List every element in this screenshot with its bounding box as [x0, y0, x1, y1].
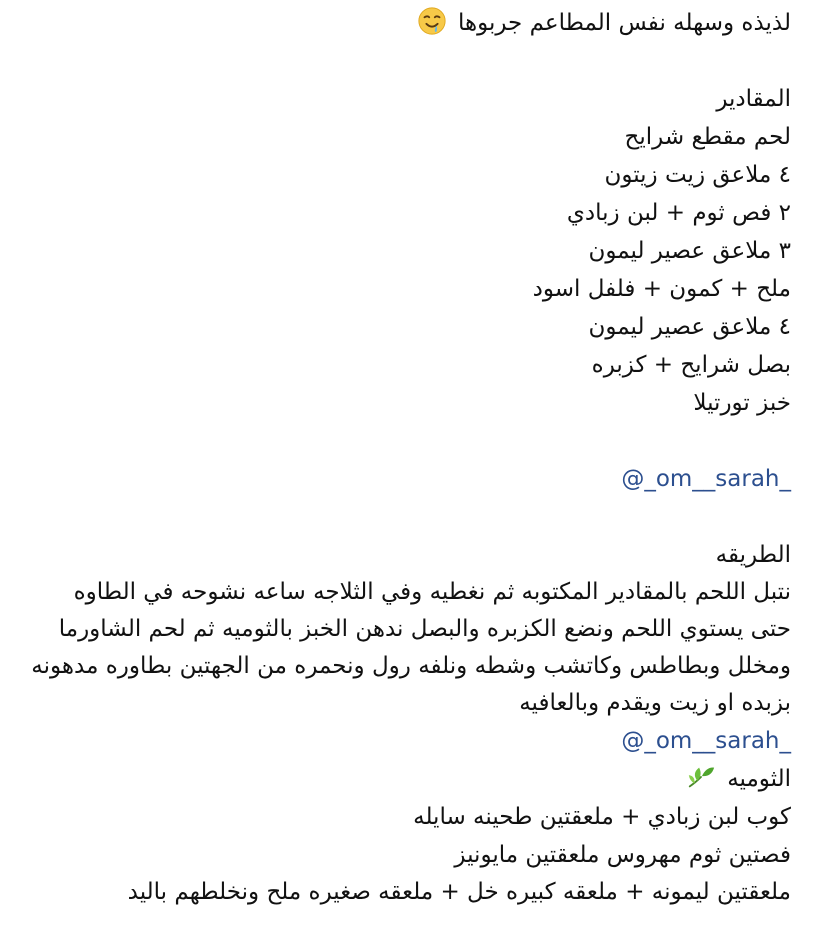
ingredient-item: ٣ ملاعق عصير ليمون: [588, 238, 791, 264]
method-text: نتبل اللحم بالمقادير المكتوبه ثم نغطيه وفي الثلاجه ساعه نشوحه في الطاوه حتى يستوي اللحم ونضع الكزبره والبصل ندهن الخبز بالثوميه ثم لحم الشاورما ومخلل وبطاطس وكاتشب وشطه ونلفه رول ونحمره من الجهتين بطاوره مدهونه بزبده او زيت ويقدم وبالعافيه: [31, 579, 791, 716]
drooling-face-icon: [417, 6, 447, 36]
garlic-sauce-heading: الثوميه: [727, 766, 791, 792]
title-line: [30, 4, 791, 42]
ingredient-item: ٤ ملاعق عصير ليمون: [588, 314, 791, 340]
garlic-sauce-heading-line: [30, 760, 791, 798]
ingredient-item: بصل شرايح + كزبره: [591, 352, 791, 378]
ingredient-item: ملح + كمون + فلفل اسود: [532, 276, 791, 302]
handle-line-1: [30, 460, 791, 498]
garlic-sauce-item: كوب لبن زبادي + ملعقتين طحينه سايله: [413, 804, 791, 830]
garlic-sauce-item: ملعقتين ليمونه + ملعقه كبيره خل + ملعقه صغيره ملح ونخلطهم باليد: [127, 879, 791, 905]
ingredient-item: ٤ ملاعق زيت زيتون: [604, 162, 791, 188]
herb-icon: [686, 762, 716, 792]
garlic-sauce-item: فصتين ثوم مهروس ملعقتين مايونيز: [454, 842, 791, 868]
ingredient-item: ٢ فص ثوم + لبن زبادي: [566, 200, 791, 226]
ingredient-item: خبز تورتيلا: [693, 390, 791, 416]
ingredients-heading: المقادير: [716, 86, 791, 112]
handle-link[interactable]: @_om__sarah_: [621, 728, 791, 754]
handle-line-2: [30, 722, 791, 760]
title-text: لذيذه وسهله نفس المطاعم جربوها: [457, 10, 791, 36]
ingredient-item: لحم مقطع شرايح: [624, 124, 791, 150]
method-heading: الطريقه: [715, 542, 791, 568]
handle-link[interactable]: @_om__sarah_: [621, 466, 791, 492]
